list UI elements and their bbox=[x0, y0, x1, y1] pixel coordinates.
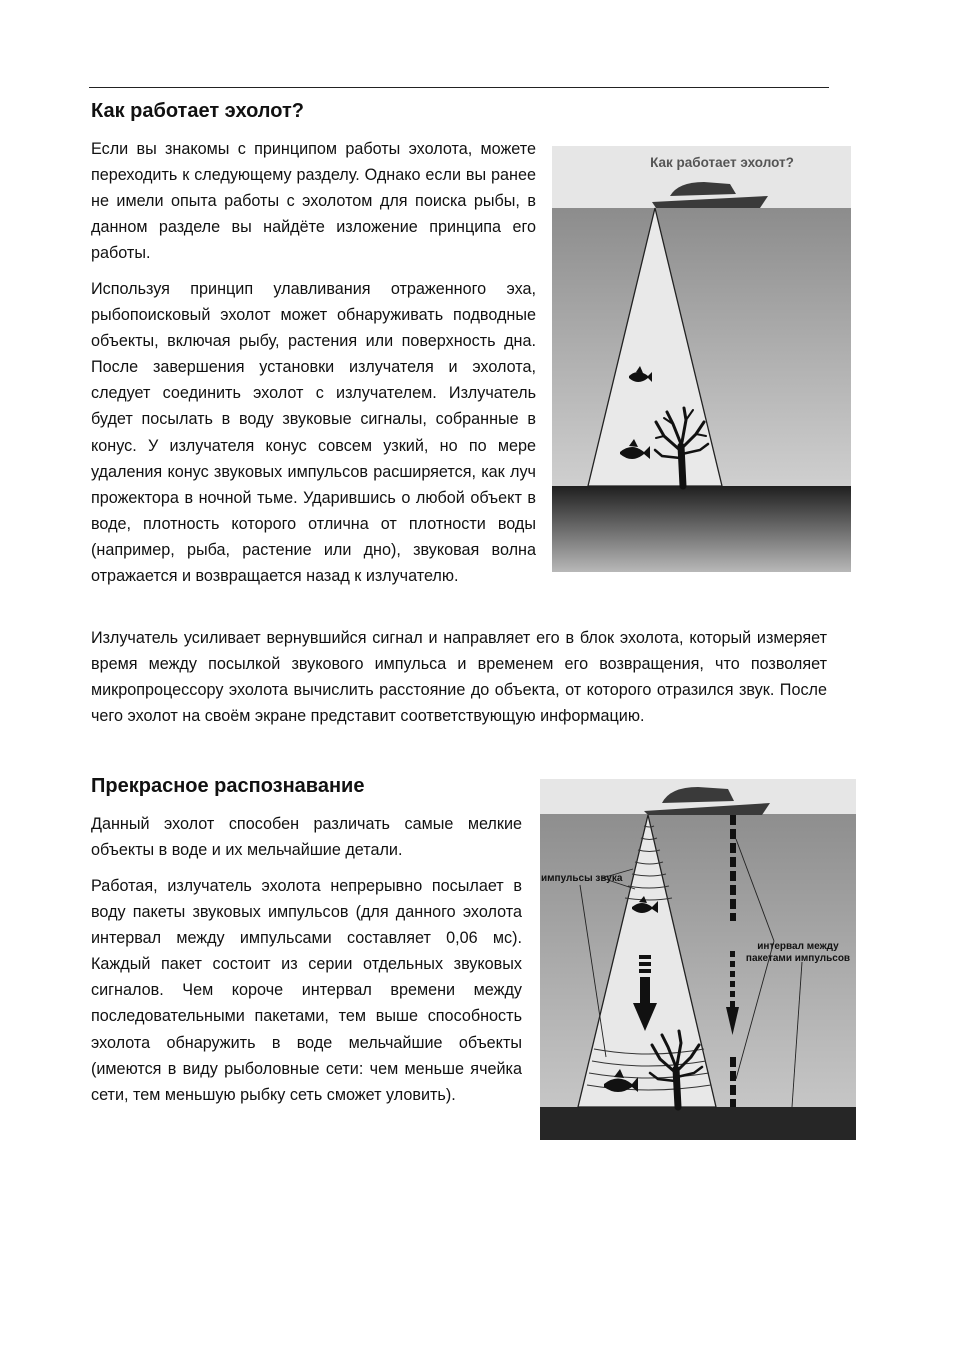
paragraph-recognition-intro: Данный эхолот способен различать самые мелкие объекты в воде и их мельчайшие детали. bbox=[91, 815, 522, 860]
label-interval-line2: пакетами импульсов bbox=[745, 953, 851, 964]
figure-pulse-packets bbox=[540, 779, 856, 1140]
paragraph-principle: Используя принцип улавливания отраженного эха, рыбопоисковый эхолот может обнаруживать подводные объекты, включая рыбу, растения или поверхность дна. После завершения установки излучателя и эхолота, следует соединить эхолот с излучателем. Излучатель будет посылать в воду звуковые сигналы, собранные в конус. У излучателя конус совсем узкий, но по мере удаления конус звуковых импульсов расширяется, как луч прожектора в ночной тьме. Ударившись о любой объект в воде, плотность которого отлична от плотности воды (например, рыба, растение или дно), звуковая волна отражается и возвращается назад к излучателю. bbox=[91, 280, 536, 586]
section-heading-recognition: Прекрасное распознавание bbox=[91, 775, 365, 797]
label-interval-line1: интервал между bbox=[757, 941, 839, 952]
paragraph-pulse-packets: Работая, излучатель эхолота непрерывно посылает в воду пакеты звуковых импульсов (для данного эхолота интервал между импульсами составляет 0,06 мс). Каждый пакет состоит из серии отдельных звуковых сигналов. Чем короче интервал времени между последовательными пакетами, тем выше способность эхолота обнаружить в воде мельчайшие объекты (имеются в виду рыболовные сети: чем меньше ячейка сети, тем меньшую рыбку сеть сможет уловить). bbox=[91, 877, 522, 1104]
figure-how-sonar-works bbox=[552, 146, 851, 572]
figure1-caption: Как работает эхолот? bbox=[650, 155, 794, 170]
paragraph-intro: Если вы знакомы с принципом работы эхолота, можете переходить к следующему разделу. Однако если вы ранее не имели опыта работы с эхолотом для поиска рыбы, в данном разделе вы найдёте изложение принципа его работы. bbox=[91, 140, 536, 263]
header-rule bbox=[89, 87, 829, 88]
section-heading-how-it-works: Как работает эхолот? bbox=[91, 100, 304, 122]
label-sound-pulses: импульсы звука bbox=[541, 873, 623, 884]
paragraph-processing: Излучатель усиливает вернувшийся сигнал и направляет его в блок эхолота, который измеряет время между посылкой звукового импульса и временем его возвращения, что позволяет микропроцессору эхолота вычислить расстояние до объекта, от которого отразился звук. После чего эхолот на своём экране представит соответствующую информацию. bbox=[91, 629, 827, 726]
